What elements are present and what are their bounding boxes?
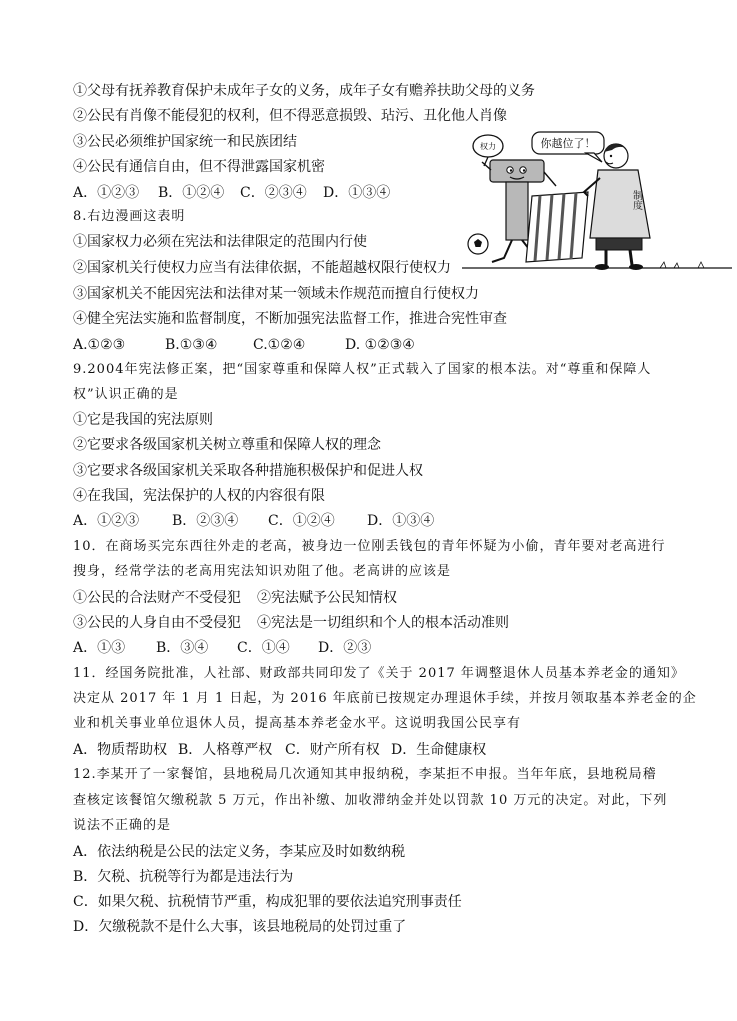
q12-choice-b: B．欠税、抗税等行为都是违法行为: [73, 869, 294, 885]
q10-items-row-2: [0, 613, 737, 633]
q11-choice-d: D．生命健康权: [391, 742, 487, 758]
q7-item-1: ①父母有抚养教育保护未成年子女的义务，成年子女有赡养扶助父母的义务: [73, 83, 535, 99]
q10-item-1: ①公民的合法财产不受侵犯: [73, 590, 241, 606]
q9-choices: [0, 511, 737, 531]
q10-item-2: ②宪法赋予公民知情权: [257, 590, 397, 606]
q8-stem: 8.右边漫画这表明: [73, 209, 186, 224]
q9-stem-line-1: 9.2004年宪法修正案，把“国家尊重和保障人权”正式载入了国家的根本法。对“尊重和保障人: [73, 362, 652, 377]
q11-stem-line-3: 业和机关事业单位退休人员，提高基本养老金水平。这说明我国公民享有: [73, 716, 522, 731]
q11-choice-b: B．人格尊严权: [178, 742, 273, 758]
speech-text: 你越位了！: [540, 137, 596, 150]
q9-choice-c: C．①②④: [268, 513, 335, 529]
q12-stem-line-1: 12.李某开了一家餐馆，县地税局几次通知其申报纳税，李某拒不申报。当年年底，县地税局稽: [73, 767, 657, 782]
q8-item-4: ④健全宪法实施和监督制度，不断加强宪法监督工作，推进合宪性审查: [73, 311, 507, 327]
q7-choice-d: D．①③④: [323, 185, 391, 201]
q8-cartoon: [460, 126, 734, 276]
q10-item-3: ③公民的人身自由不受侵犯: [73, 615, 241, 631]
q8-item-2: ②国家机关行使权力应当有法律依据，不能超越权限行使权力: [73, 260, 451, 276]
q8-item-1: ①国家权力必须在宪法和法律限定的范围内行使: [73, 234, 367, 250]
q9-item-3: ③它要求各级国家机关采取各种措施积极保护和促进人权: [73, 463, 423, 479]
q10-choices: [0, 638, 737, 658]
q9-item-1: ①它是我国的宪法原则: [73, 412, 213, 428]
q10-stem-line-2: 搜身，经常学法的老高用宪法知识劝阻了他。老高讲的应该是: [73, 564, 452, 579]
q10-stem-line-1: 10．在商场买完东西往外走的老高，被身边一位刚丢钱包的青年怀疑为小偷，青年要对老高进行: [73, 539, 666, 554]
referee-figure: [584, 144, 650, 270]
q8-item-3: ③国家机关不能因宪法和法律对某一领域未作规范而擅自行使权力: [73, 286, 479, 302]
q11-stem-line-2: 决定从 2017 年 1 月 1 日起，为 2016 年底前已按规定办理退休手续，并按月领取基本养老金的企: [73, 691, 697, 706]
q7-choice-b: B．①②④: [158, 185, 225, 201]
q12-choice-a: A．依法纳税是公民的法定义务，李某应及时如数纳税: [73, 844, 406, 860]
q8-choice-a: A.①②③: [73, 337, 126, 353]
q7-item-4: ④公民有通信自由，但不得泄露国家机密: [73, 159, 325, 175]
q8-choices: [0, 335, 737, 355]
q10-items-row-1: [0, 588, 737, 608]
q11-choice-a: A．物质帮助权: [73, 742, 168, 758]
q11-stem-line-1: 11．经国务院批准，人社部、财政部共同印发了《关于 2017 年调整退休人员基本养老金的通知》: [73, 666, 685, 681]
q9-choice-a: A．①②③: [73, 513, 140, 529]
sign-label: 权力: [480, 142, 496, 151]
q10-choice-b: B．③④: [156, 640, 209, 656]
q7-choice-a: A．①②③: [73, 185, 140, 201]
q9-stem-line-2: 权”认识正确的是: [73, 387, 179, 402]
q10-item-4: ④宪法是一切组织和个人的根本活动准则: [257, 615, 509, 631]
q9-choice-b: B．②③④: [172, 513, 239, 529]
q12-stem-line-2: 查核定该餐馆欠缴税款 5 万元，作出补缴、加收滞纳金并处以罚款 10 万元的决定。对此，下列: [73, 793, 668, 808]
q12-choice-d: D．欠缴税款不是什么大事，该县地税局的处罚过重了: [73, 919, 407, 935]
speech-bubble: [532, 132, 604, 162]
q7-item-3: ③公民必须维护国家统一和民族团结: [73, 134, 297, 150]
q7-item-2: ②公民有肖像不能侵犯的权利，但不得恶意损毁、玷污、丑化他人肖像: [73, 108, 507, 124]
q10-choice-a: A．①③: [73, 640, 126, 656]
soccer-ball-icon: [468, 234, 488, 254]
q10-choice-c: C．①④: [237, 640, 290, 656]
q11-choice-c: C．财产所有权: [285, 742, 380, 758]
q8-choice-b: B.①③④: [165, 337, 218, 353]
q10-choice-d: D．②③: [318, 640, 372, 656]
q9-choice-d: D．①③④: [367, 513, 435, 529]
q8-choice-c: C.①②④: [253, 337, 306, 353]
referee-flag: [526, 192, 588, 262]
shirt-label: 制度: [630, 190, 642, 210]
q12-stem-line-3: 说法不正确的是: [73, 818, 172, 833]
q9-item-4: ④在我国，宪法保护的人权的内容很有限: [73, 488, 325, 504]
q8-choice-d: D. ①②③④: [345, 337, 415, 353]
q12-choice-c: C．如果欠税、抗税情节严重，构成犯罪的要依法追究刑事责任: [73, 894, 462, 910]
q7-choice-c: C．②③④: [240, 185, 307, 201]
q11-choices: [0, 740, 737, 760]
q9-item-2: ②它要求各级国家机关树立尊重和保障人权的理念: [73, 437, 381, 453]
